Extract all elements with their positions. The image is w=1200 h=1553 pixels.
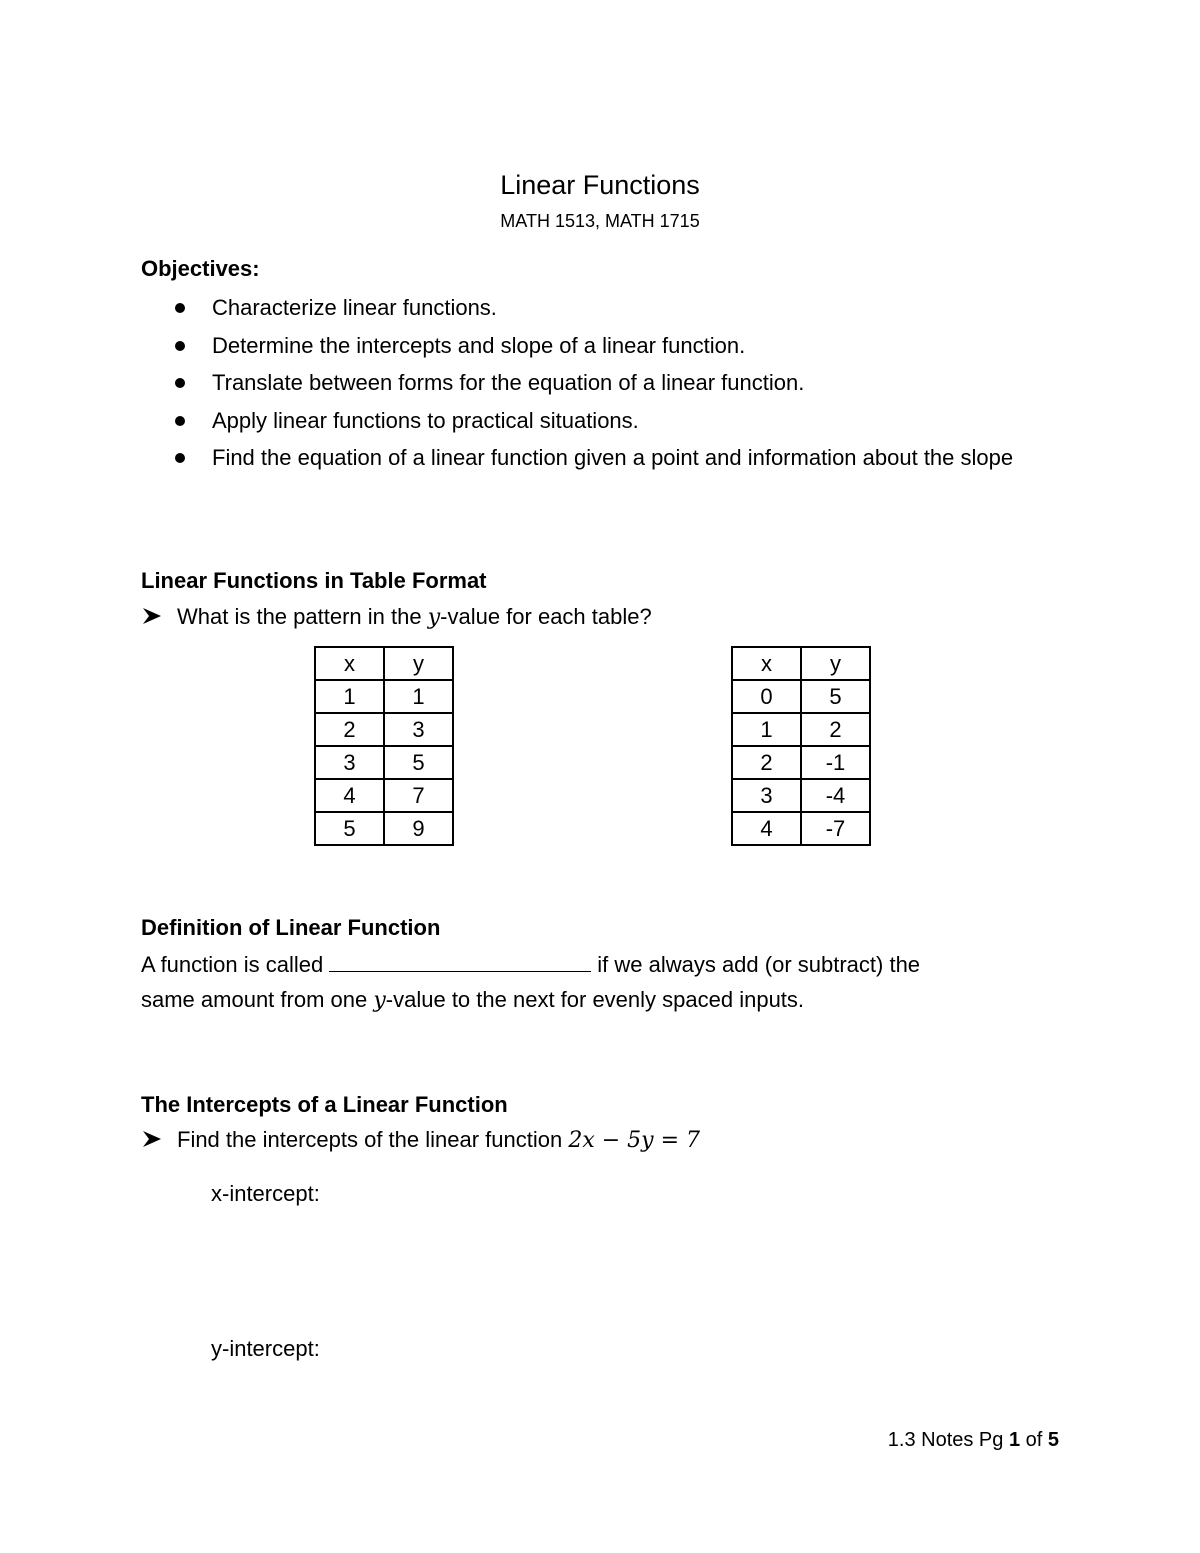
table-row <box>732 680 870 713</box>
table-cell: 2 <box>801 713 870 746</box>
objective-item: Find the equation of a linear function given a point and information about the slope <box>172 439 1052 477</box>
arrowhead-bullet-icon <box>141 1127 167 1153</box>
table-header-cell: x <box>732 647 801 680</box>
table-cell: 1 <box>384 680 453 713</box>
table-row <box>732 812 870 845</box>
objectives-list <box>172 289 1052 477</box>
table-row <box>732 713 870 746</box>
page-footer: 1.3 Notes Pg 1 of 5 <box>887 1429 1059 1451</box>
table-row <box>732 779 870 812</box>
table-cell: -4 <box>801 779 870 812</box>
table-header-cell: y <box>384 647 453 680</box>
objective-item: Translate between forms for the equation of a linear function. <box>172 364 1052 402</box>
table-header-cell: x <box>315 647 384 680</box>
bullet-dot-icon <box>175 453 185 463</box>
table-cell: 3 <box>732 779 801 812</box>
table-cell: 2 <box>315 713 384 746</box>
table-header-row <box>315 647 453 680</box>
bullet-dot-icon <box>175 341 185 351</box>
objective-item: Apply linear functions to practical situations. <box>172 402 1052 440</box>
objectives-heading: Objectives: <box>141 256 260 281</box>
objective-item: Characterize linear functions. <box>172 289 1052 327</box>
table-header-row <box>732 647 870 680</box>
arrowhead-bullet-icon <box>141 604 167 630</box>
table-cell: -1 <box>801 746 870 779</box>
definition-text <box>141 947 920 1018</box>
xy-table-2 <box>731 646 871 846</box>
definition-heading: Definition of Linear Function <box>141 915 441 940</box>
definition-line-1: A function is called if we always add (or subtract) the <box>141 952 921 977</box>
table-cell: -7 <box>801 812 870 845</box>
table-cell: 5 <box>801 680 870 713</box>
intercepts-heading: The Intercepts of a Linear Function <box>141 1092 508 1117</box>
bullet-dot-icon <box>175 378 185 388</box>
table-cell: 4 <box>732 812 801 845</box>
table-cell: 7 <box>384 779 453 812</box>
objective-item: Determine the intercepts and slope of a linear function. <box>172 327 1052 365</box>
fill-in-blank <box>329 951 591 972</box>
xy-table-1 <box>314 646 454 846</box>
table-cell: 9 <box>384 812 453 845</box>
table-cell: 1 <box>315 680 384 713</box>
course-subtitle: MATH 1513, MATH 1715 <box>500 211 700 231</box>
bullet-dot-icon <box>175 303 185 313</box>
table-cell: 3 <box>315 746 384 779</box>
table-header-cell: y <box>801 647 870 680</box>
table-cell: 4 <box>315 779 384 812</box>
table-cell: 0 <box>732 680 801 713</box>
page-title: Linear Functions <box>500 170 700 200</box>
table-cell: 1 <box>732 713 801 746</box>
table-section-heading: Linear Functions in Table Format <box>141 568 487 593</box>
table-question: What is the pattern in the y-value for each table? <box>141 604 652 630</box>
equation: 2x − 5y = 7 <box>568 1128 701 1153</box>
table-row <box>315 746 453 779</box>
bullet-dot-icon <box>175 416 185 426</box>
intercepts-prompt: Find the intercepts of the linear function 2x − 5y = 7 <box>141 1127 700 1153</box>
table-row <box>315 779 453 812</box>
table-cell: 3 <box>384 713 453 746</box>
table-row <box>315 680 453 713</box>
x-intercept-label: x-intercept: <box>211 1181 320 1206</box>
definition-line-2: same amount from one y-value to the next for evenly spaced inputs. <box>141 987 805 1013</box>
table-row <box>315 713 453 746</box>
table-cell: 5 <box>384 746 453 779</box>
table-cell: 5 <box>315 812 384 845</box>
y-intercept-label: y-intercept: <box>211 1336 320 1361</box>
table-row <box>315 812 453 845</box>
table-cell: 2 <box>732 746 801 779</box>
table-row <box>732 746 870 779</box>
